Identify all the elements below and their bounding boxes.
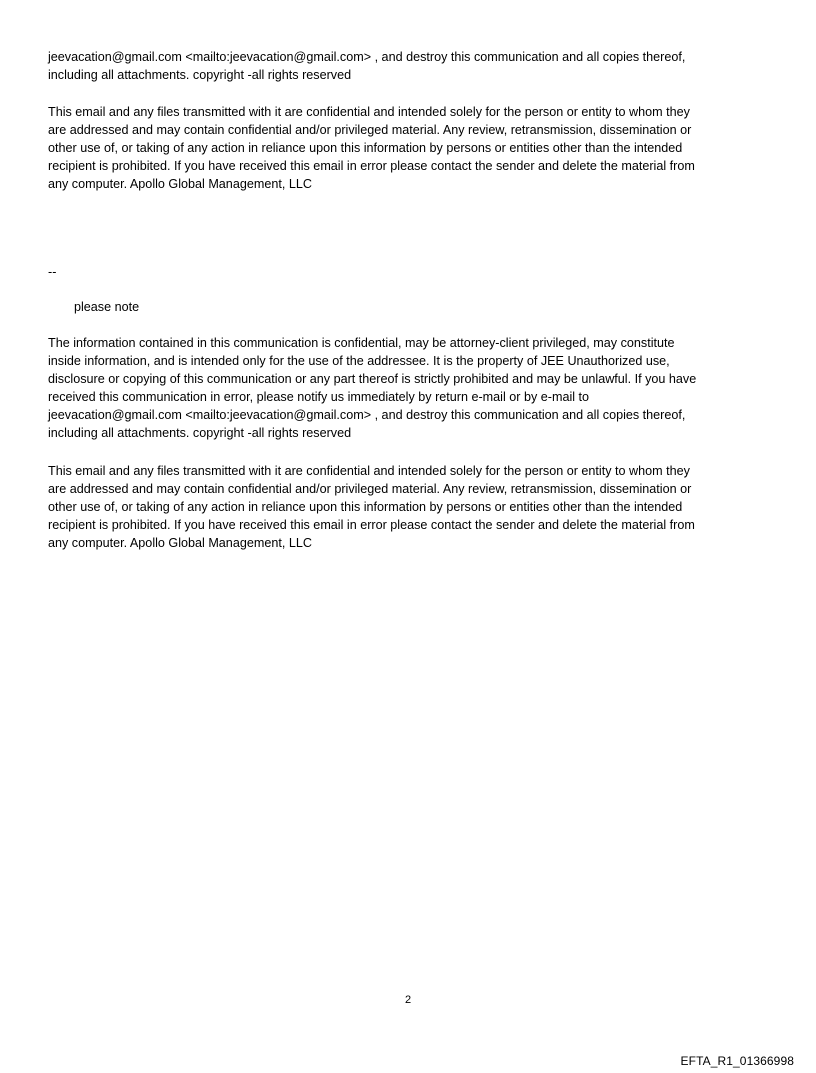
confidentiality-notice [48,334,764,442]
text-line: any computer. Apollo Global Management, LLC [48,177,312,191]
text-line: any computer. Apollo Global Management, LLC [48,536,312,550]
apollo-disclaimer-1 [48,103,764,193]
apollo-disclaimer-2 [48,462,764,552]
separator-text: -- [48,265,57,279]
please-note-text: please note [74,300,140,314]
please-note-heading [74,298,790,316]
text-line: are addressed and may contain confidential and/or privileged material. Any review, retransmission, dissemination or [48,123,692,137]
text-line: other use of, or taking of any action in reliance upon this information by persons or entities other than the intended [48,500,683,514]
text-line: are addressed and may contain confidential and/or privileged material. Any review, retransmission, dissemination or [48,482,692,496]
text-line: including all attachments. copyright -all rights reserved [48,426,352,440]
text-line: inside information, and is intended only for the use of the addressee. It is the property of JEE Unauthorized use, [48,354,670,368]
text-line: The information contained in this communication is confidential, may be attorney-client privileged, may constitute [48,336,675,350]
page-number: 2 [404,994,412,1006]
text-line: including all attachments. copyright -all rights reserved [48,68,352,82]
confidentiality-notice-tail [48,48,764,84]
signature-separator [48,263,764,281]
text-line: received this communication in error, please notify us immediately by return e-mail or by e-mail to [48,390,590,404]
text-line: recipient is prohibited. If you have received this email in error please contact the sender and delete the material from [48,159,695,173]
text-line: This email and any files transmitted with it are confidential and intended solely for the person or entity to whom they [48,464,690,478]
text-line: jeevacation@gmail.com <mailto:jeevacation@gmail.com> , and destroy this communication and all copies thereof, [48,408,686,422]
text-line: jeevacation@gmail.com <mailto:jeevacation@gmail.com> , and destroy this communication and all copies thereof, [48,50,686,64]
text-line: This email and any files transmitted with it are confidential and intended solely for the person or entity to whom they [48,105,690,119]
text-line: disclosure or copying of this communication or any part thereof is strictly prohibited and may be unlawful. If you have [48,372,697,386]
text-line: recipient is prohibited. If you have received this email in error please contact the sender and delete the material from [48,518,695,532]
document-id-stamp: EFTA_R1_01366998 [680,1054,794,1068]
text-line: other use of, or taking of any action in reliance upon this information by persons or entities other than the intended [48,141,683,155]
